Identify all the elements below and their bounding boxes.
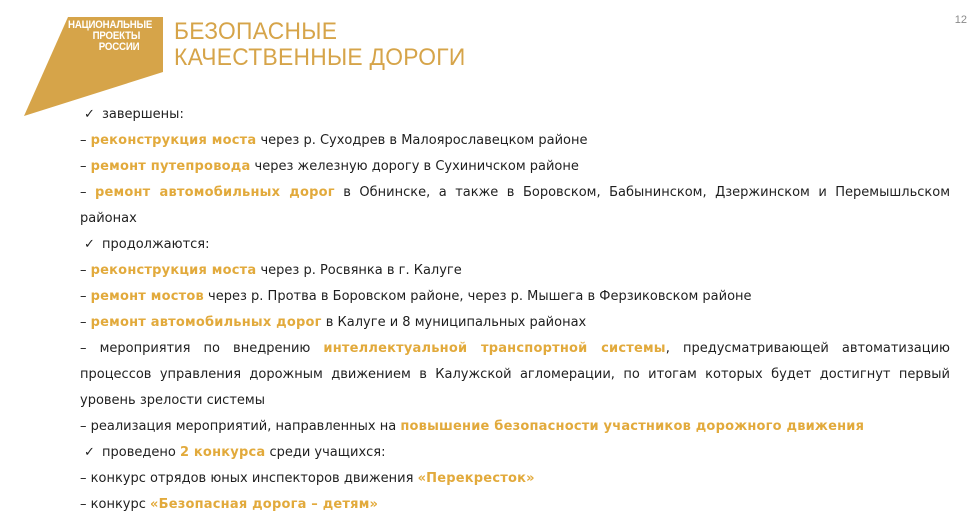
- section-completed: [82, 102, 950, 128]
- item-text: через железную дорогу в Сухиничском районе: [250, 159, 579, 174]
- item-highlight: реконструкция моста: [90, 133, 257, 148]
- item-text: процессов управления дорожным движением в Калужской агломерации, по итогам которых будет достигнут первый: [80, 367, 950, 382]
- item-text: , предусматривающей автоматизацию: [665, 341, 951, 356]
- slide-content: [82, 102, 950, 518]
- list-item: [80, 310, 950, 336]
- list-item: [80, 336, 950, 362]
- section-contests: [82, 440, 950, 466]
- section-heading: продолжаются:: [102, 237, 210, 252]
- item-text: – мероприятия по внедрению: [80, 341, 324, 356]
- item-text: –: [80, 185, 96, 200]
- item-text: –: [80, 133, 91, 148]
- item-text: – конкурс: [80, 497, 151, 512]
- logo-title-line: БЕЗОПАСНЫЕ: [174, 18, 338, 45]
- item-highlight: ремонт мостов: [90, 289, 204, 304]
- item-text: –: [80, 159, 91, 174]
- logo-badge-text: [68, 19, 153, 53]
- list-item: [80, 466, 950, 492]
- item-text: –: [80, 315, 91, 330]
- logo-badge-line: РОССИИ: [98, 41, 140, 53]
- item-text: – реализация мероприятий, направленных на: [80, 419, 401, 434]
- item-highlight: 2 конкурса: [179, 445, 266, 460]
- list-item: [80, 128, 950, 154]
- list-item: [80, 284, 950, 310]
- item-text: в Обнинске, а также в Боровском, Бабынинском, Дзержинском и Перемышльском: [334, 185, 950, 200]
- logo-title-line: КАЧЕСТВЕННЫЕ ДОРОГИ: [174, 44, 466, 71]
- logo-badge-line: НАЦИОНАЛЬНЫЕ: [68, 19, 153, 31]
- list-item: [80, 154, 950, 180]
- list-item-continuation: [80, 388, 950, 414]
- item-highlight: «Безопасная дорога – детям»: [150, 497, 379, 512]
- item-highlight: реконструкция моста: [90, 263, 257, 278]
- list-item-continuation: [80, 206, 950, 232]
- item-highlight: ремонт автомобильных дорог: [95, 185, 335, 200]
- item-highlight: интеллектуальной транспортной системы: [323, 341, 666, 356]
- list-item: [80, 180, 950, 206]
- item-text: через р. Суходрев в Малоярославецком районе: [256, 133, 588, 148]
- item-highlight: повышение безопасности участников дорожного движения: [400, 419, 865, 434]
- item-highlight: ремонт автомобильных дорог: [90, 315, 322, 330]
- list-item-continuation: [80, 362, 950, 388]
- checkmark-icon: ✓: [84, 237, 95, 252]
- section-heading: проведено: [102, 445, 180, 460]
- list-item: [80, 492, 950, 518]
- item-text: районах: [80, 211, 137, 226]
- item-highlight: ремонт путепровода: [90, 159, 251, 174]
- item-text: в Калуге и 8 муниципальных районах: [321, 315, 587, 330]
- slide-number: 12: [954, 14, 967, 26]
- item-text: через р. Росвянка в г. Калуге: [256, 263, 462, 278]
- section-heading: завершены:: [102, 107, 184, 122]
- logo-badge-line: ПРОЕКТЫ: [92, 30, 141, 42]
- item-text: через р. Протва в Боровском районе, через р. Мышега в Ферзиковском районе: [203, 289, 752, 304]
- section-ongoing: [82, 232, 950, 258]
- item-text: – конкурс отрядов юных инспекторов движения: [80, 471, 418, 486]
- logo-title: [174, 19, 466, 71]
- list-item: [80, 258, 950, 284]
- checkmark-icon: ✓: [84, 107, 95, 122]
- item-text: уровень зрелости системы: [80, 393, 265, 408]
- list-item: [80, 414, 950, 440]
- checkmark-icon: ✓: [84, 445, 95, 460]
- item-text: –: [80, 289, 91, 304]
- item-highlight: «Перекресток»: [417, 471, 535, 486]
- section-heading: среди учащихся:: [265, 445, 386, 460]
- item-text: –: [80, 263, 91, 278]
